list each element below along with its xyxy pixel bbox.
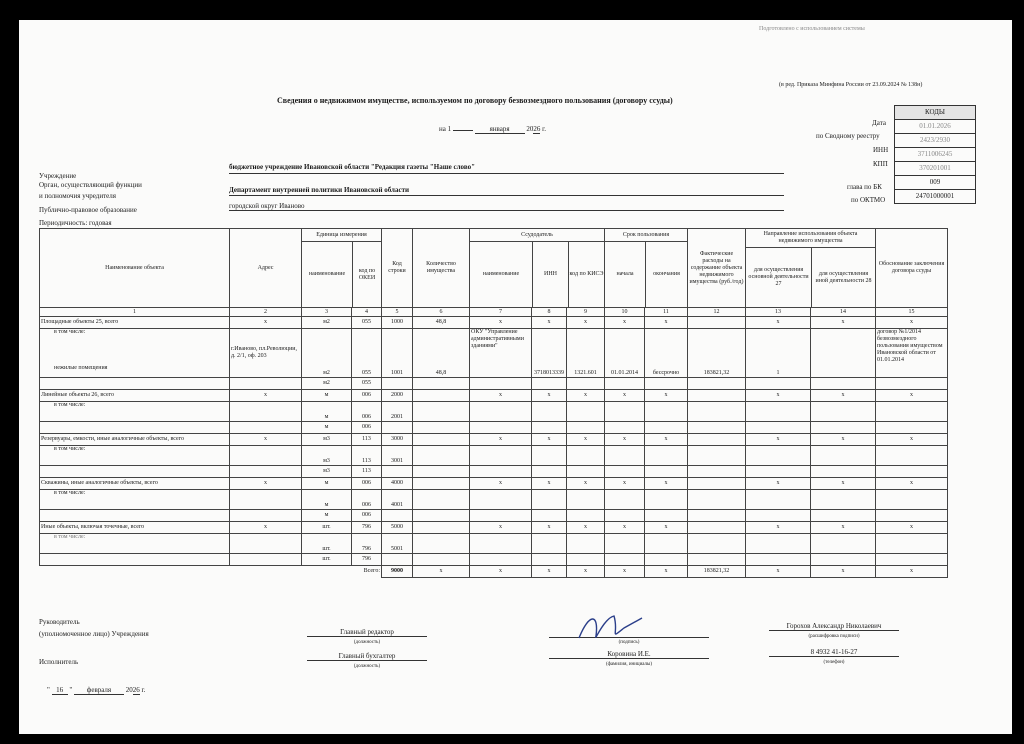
phone-caption: (телефон) <box>823 660 845 665</box>
table-row: Скважины, иные аналогичные объекты, всего х м 006 4000 х х х х х х х х <box>40 478 948 490</box>
institution-line <box>229 173 784 174</box>
table-row: м3 113 <box>40 466 948 478</box>
position-caption-2: (должность) <box>353 664 381 669</box>
code-bk: 009 <box>895 175 975 189</box>
table-row: в том числе: м 006 4001 <box>40 490 948 510</box>
col-justification: Обоснование заключения договора ссуды <box>876 229 948 308</box>
col-term: Срок пользования начала окончания <box>605 229 688 308</box>
handwritten-signature <box>574 608 644 648</box>
code-date: 01.01.2026 <box>895 119 975 133</box>
table-row: в том числе: нежилые помещения г.Иваново, пл.Революции, д. 2/1, оф. 203 м2 055 1001 48,8 ОКУ "Управление административными зданиями" 3718013339 1321.601 01.01.2014 бессрочно 183821,32 1 договор №1/2014 безвозмездного пользования имуществом Ивановской области от 01.01.2014 <box>40 329 948 378</box>
table-header-row <box>40 229 948 308</box>
col-borrower: Ссудодатель наименование ИНН код по КИСЭ <box>470 229 605 308</box>
phone-value: 8 4932 41-16-27 <box>769 648 899 657</box>
table-row: Резервуары, емкости, иные аналогичные объекты, всего х м3 113 3000 х х х х х х х х <box>40 434 948 446</box>
col-expenses: Фактические расходы на содержание объекта недвижимого имущества (руб./год) <box>688 229 746 308</box>
table-row: Иные объекты, включая точечные, всего х шт. 796 5000 х х х х х х х х <box>40 522 948 534</box>
prepared-note: Подготовлено с использованием системы <box>759 26 865 32</box>
date-line: на 1 января 2026 г. <box>439 125 546 133</box>
property-table <box>39 228 948 578</box>
code-inn: 3711006245 <box>895 147 975 161</box>
code-registry: 2423/2930 <box>895 133 975 147</box>
signature-caption: (подпись) <box>618 640 640 645</box>
executor-name: Коровина И.Е. <box>549 650 709 659</box>
document-sheet <box>19 20 1012 734</box>
code-oktmo-label: по ОКТМО <box>851 196 886 204</box>
col-row-code: Код строки <box>382 229 413 308</box>
founder-label-2: и полномочия учредителя <box>39 192 116 200</box>
col-direction: Направление использования объекта недвижимого имущества для осуществления основной деятельности 27 для осуществления иной деятельности 28 <box>746 229 876 308</box>
table-row: Линейные объекты 26, всего х м 006 2000 х х х х х х х х <box>40 390 948 402</box>
code-registry-label: по Сводному реестру <box>816 132 880 140</box>
founder-value: Департамент внутренней политики Ивановской области <box>229 186 410 194</box>
col-address: Адрес <box>230 229 302 308</box>
head-label-1: Руководитель <box>39 618 80 626</box>
head-position: Главный редактор <box>307 628 427 637</box>
head-label-2: (уполномоченное лицо) Учреждения <box>39 630 149 638</box>
head-name: Горохов Александр Николаевич <box>769 622 899 631</box>
founder-label-1: Орган, осуществляющий функции <box>39 181 142 189</box>
edition-note: (в ред. Приказа Минфина России от 23.09.2024 № 138н) <box>779 82 923 88</box>
table-row: в том числе: м 006 2001 <box>40 402 948 422</box>
executor-caption: (фамилия, инициалы) <box>605 662 653 667</box>
code-bk-label: глава по БК <box>847 183 882 191</box>
code-oktmo: 24701000001 <box>895 189 975 203</box>
table-row: Площадные объекты 25, всего х м2 055 1000 48,8 х х х х х х х х <box>40 317 948 329</box>
total-row: Всего: 9000 х х х х х х 183821,32 х х х <box>40 566 948 578</box>
table-row: в том числе: шт. 796 5001 <box>40 534 948 554</box>
public-line <box>229 210 784 211</box>
institution-label: Учреждение <box>39 172 77 180</box>
document-title: Сведения о недвижимом имуществе, используемом по договору безвозмездного пользования (договору ссуды) <box>277 96 673 105</box>
name-caption: (расшифровка подписи) <box>808 634 860 639</box>
code-kpp: 370201001 <box>895 161 975 175</box>
executor-label: Исполнитель <box>39 658 79 666</box>
codes-box <box>894 105 976 204</box>
table-row: м 006 <box>40 422 948 434</box>
table-row: м2 055 <box>40 378 948 390</box>
table-row: в том числе: м3 113 3001 <box>40 446 948 466</box>
executor-position: Главный бухгалтер <box>307 652 427 661</box>
public-label: Публично-правовое образование <box>39 206 137 214</box>
founder-line <box>229 195 784 196</box>
codes-title: КОДЫ <box>895 106 975 119</box>
institution-value: бюджетное учреждение Ивановской области "Редакция газеты "Наше слово" <box>229 163 475 171</box>
table-row: м 006 <box>40 510 948 522</box>
column-numbers-row: 1 2 3 4 5 6 7 8 9 10 11 12 13 14 15 <box>40 308 948 317</box>
code-kpp-label: КПП <box>873 160 888 168</box>
table-row: шт. 796 <box>40 554 948 566</box>
code-inn-label: ИНН <box>873 146 889 154</box>
period-label: Периодичность: годовая <box>39 219 112 227</box>
code-date-label: Дата <box>872 119 886 127</box>
col-unit: Единица измерения наименование код по ОКЕИ <box>302 229 382 308</box>
sign-date-line: " 16 " февраля 2026 г. <box>47 686 146 694</box>
col-name: Наименование объекта <box>40 229 230 308</box>
col-quantity: Количество имущества <box>413 229 470 308</box>
public-value: городской округ Иваново <box>229 202 305 210</box>
position-caption: (должность) <box>353 640 381 645</box>
